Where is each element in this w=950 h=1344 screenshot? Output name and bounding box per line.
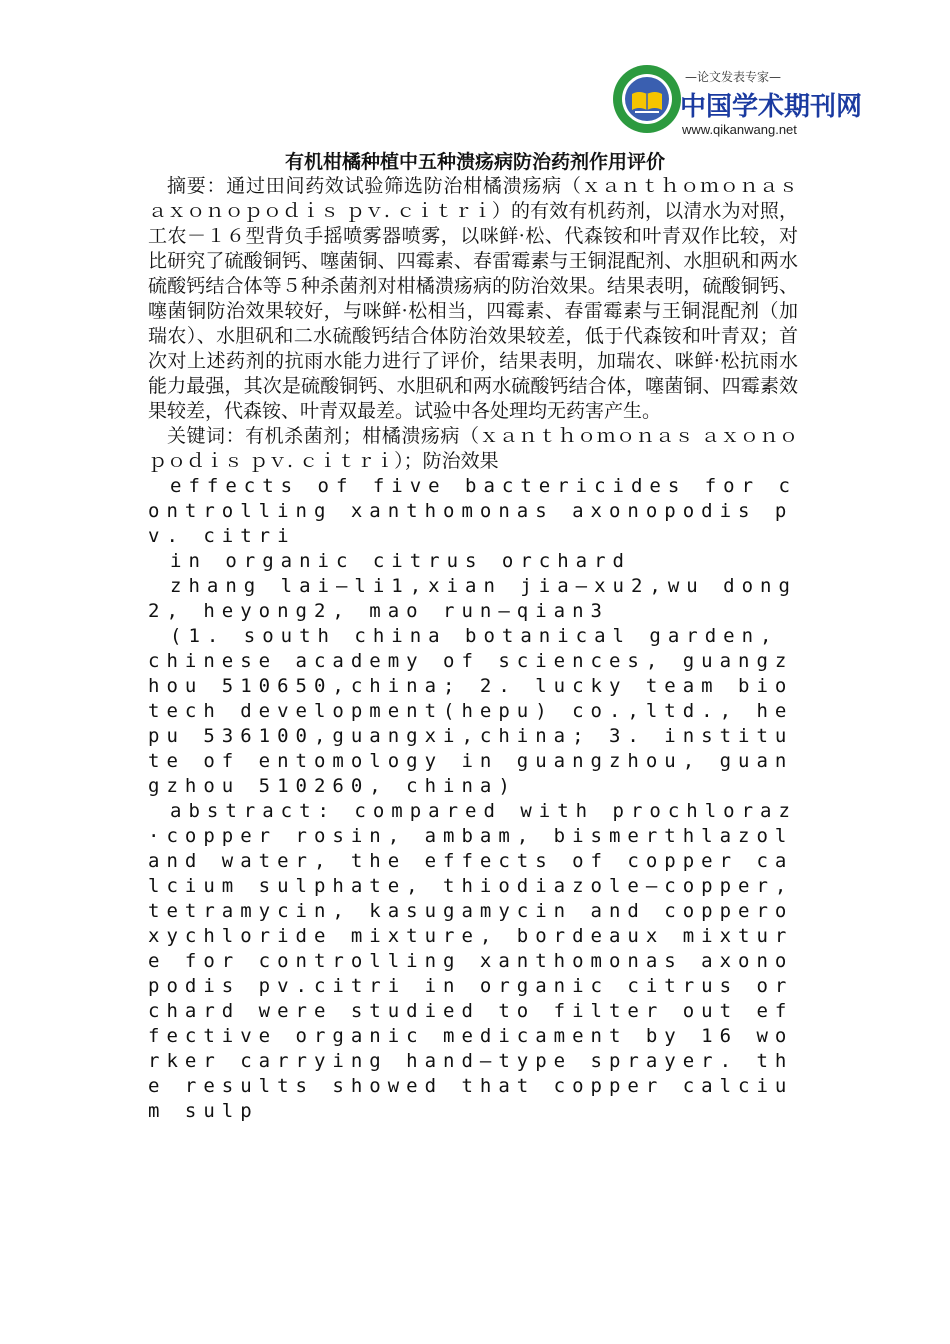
- seal-logo-icon: [612, 64, 682, 134]
- english-affiliations: (1. south china botanical garden, chinese academy of sciences, guangzhou 510650,china; 2. lucky team biotech development(hepu) co.,ltd., hepu 536100,guangxi,china; 3. institute of entomology in guangzhou, guangzhou 510260, china): [148, 625, 794, 797]
- english-authors: zhang lai—li1,xian jia—xu2,wu dong2, heyong2, mao run—qian3: [148, 575, 797, 622]
- english-abstract: abstract: compared with prochloraz·copper rosin, ambam, bismerthlazol and water, the effects of copper calcium sulphate, thiodiazole—copper, tetramycin, kasugamycin and copperoxychloride mixture, bordeaux mixture for controlling xanthomonas axonopodis pv.citri in organic citrus orchard were studied to filter out effective organic medicament by 16 worker carrying hand—type sprayer. the results showed that copper calcium sulp: [148, 800, 797, 1122]
- abstract-chinese: 摘要：通过田间药效试验筛选防治柑橘溃疡病（ｘａｎｔｈｏｍｏｎａｓ ａｘｏｎｏｐｏｄｉｓ ｐｖ. ｃｉｔｒｉ）的有效有机药剂，以清水为对照，工农－１６型背负手摇喷雾器喷雾，以咪鲜·松、代森铵和叶青双作比较，对比研究了硫酸铜钙、噻菌铜、四霉素、春雷霉素与王铜混配剂、水胆矾和两水硫酸钙结合体等５种杀菌剂对柑橘溃疡病的防治效果。结果表明，硫酸铜钙、噻菌铜防治效果较好，与咪鲜·松相当，四霉素、春雷霉素与王铜混配剂（加瑞农）、水胆矾和二水硫酸钙结合体防治效果较差，低于代森铵和叶青双；首次对上述药剂的抗雨水能力进行了评价，结果表明，加瑞农、咪鲜·松抗雨水能力最强，其次是硫酸铜钙、水胆矾和两水硫酸钙结合体，噻菌铜、四霉素效果较差，代森铵、叶青双最差。试验中各处理均无药害产生。: [148, 175, 798, 422]
- document-body: [148, 174, 798, 1124]
- document-title: 有机柑橘种植中五种溃疡病防治药剂作用评价: [284, 151, 665, 173]
- logo-name: 中国学术期刊网: [680, 92, 863, 122]
- logo-url: www.qikanwang.net: [682, 122, 797, 137]
- site-logo: [612, 64, 912, 154]
- english-title-line-1: effects of five bactericides for controlling xanthomonas axonopodis pv. citri: [148, 475, 797, 547]
- english-title-line-2: in organic citrus orchard: [170, 550, 631, 572]
- keywords-chinese: 关键词：有机杀菌剂；柑橘溃疡病（ｘａｎｔｈｏｍｏｎａｓ ａｘｏｎｏｐｏｄｉｓ ｐｖ. ｃｉｔｒｉ）；防治效果: [148, 425, 798, 472]
- logo-tagline: —论文发表专家—: [685, 70, 782, 84]
